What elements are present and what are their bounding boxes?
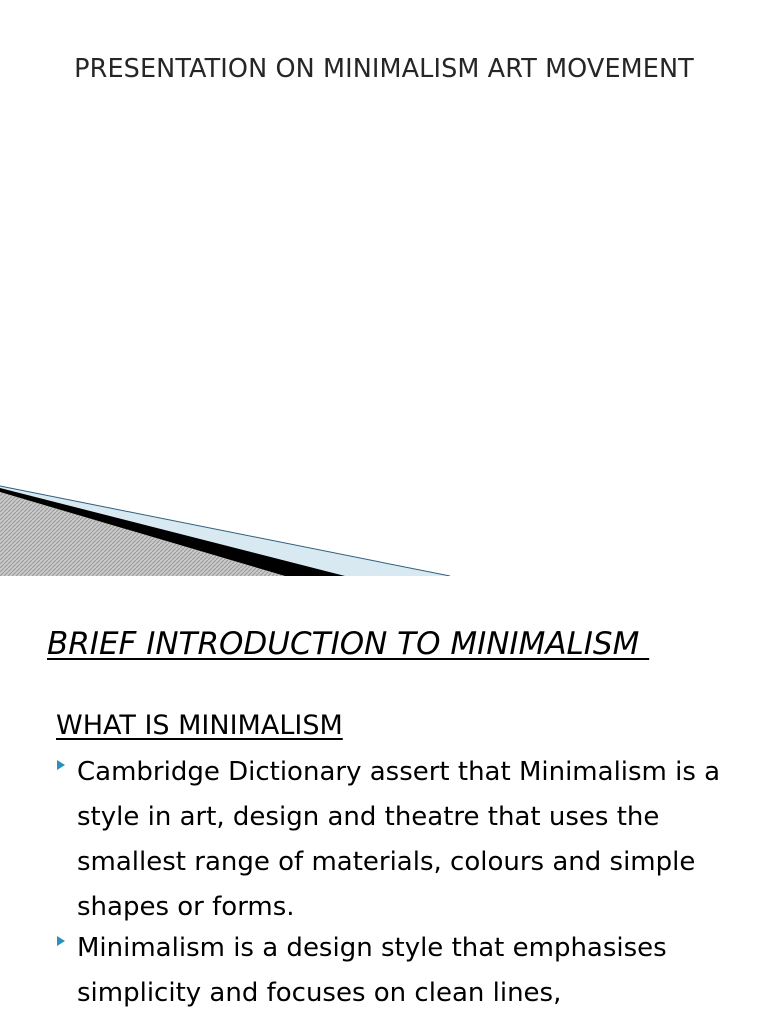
slide-title-heading: PRESENTATION ON MINIMALISM ART MOVEMENT — [74, 54, 694, 84]
bullet-text: Cambridge Dictionary assert that Minimalism is a style in art, design and theatre that uses the smallest range of materials, colours and simple shapes or forms. — [77, 757, 721, 922]
section-subheading: WHAT IS MINIMALISM — [56, 710, 343, 741]
list-item — [0, 926, 768, 1016]
bullet-arrow-icon — [57, 760, 65, 770]
slide-introduction — [0, 576, 768, 1024]
bullet-text: Minimalism is a design style that emphasises simplicity and focuses on clean lines, — [77, 933, 667, 1008]
slide-introduction-title: BRIEF INTRODUCTION TO MINIMALISM — [47, 626, 650, 662]
bullet-arrow-icon — [57, 936, 65, 946]
bullet-list — [0, 758, 768, 1020]
list-item — [0, 750, 768, 930]
